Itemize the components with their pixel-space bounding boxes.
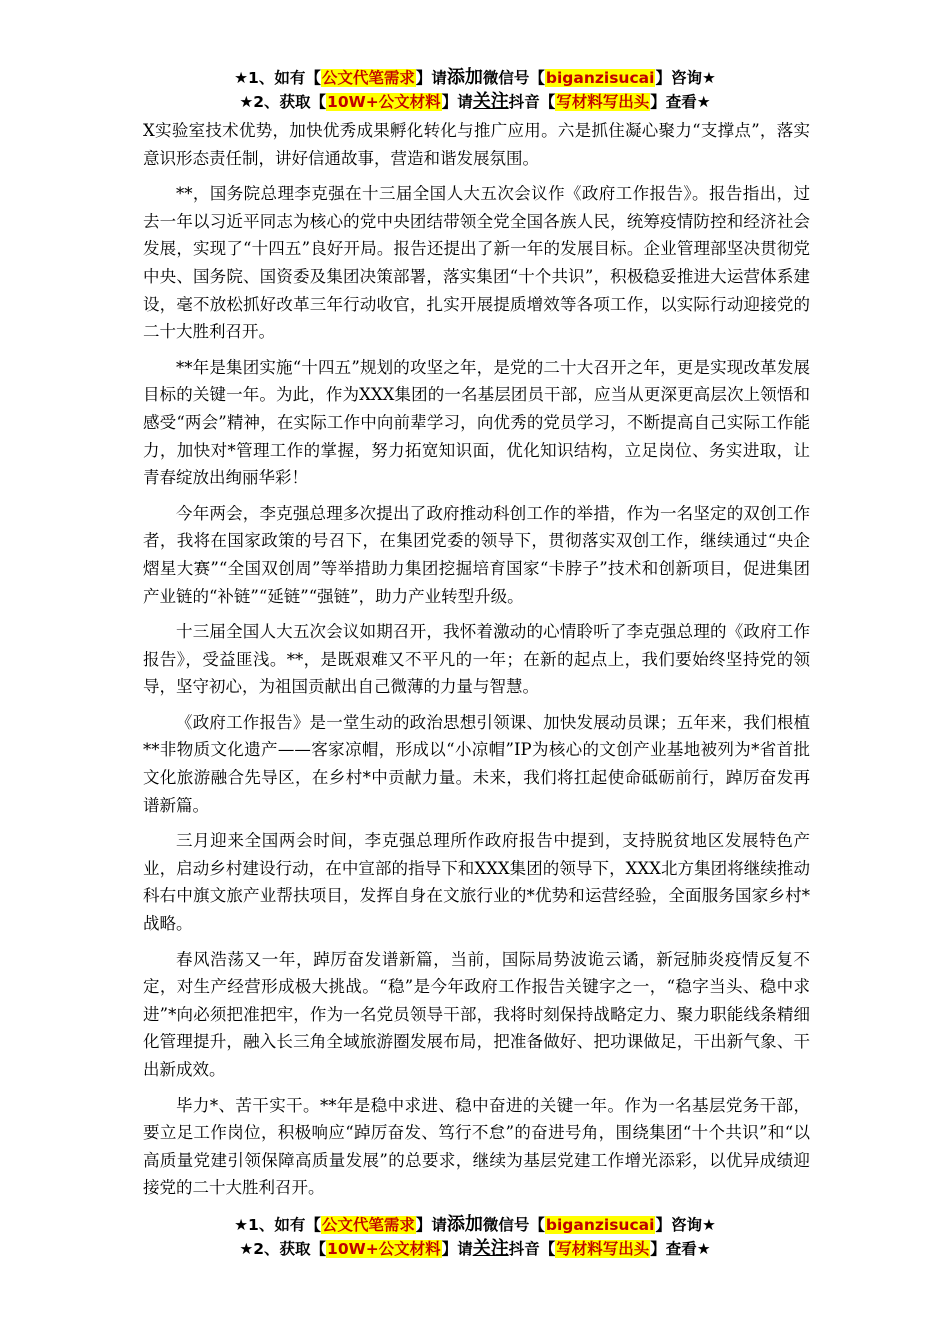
footer-banner <box>0 1213 950 1261</box>
footer-line1-mid: 】请 <box>415 1216 447 1234</box>
header-line2-emphasis: 关注 <box>472 91 509 112</box>
footer-line-1 <box>0 1213 950 1237</box>
header-highlight-ghostwriting: 公文代笔需求 <box>321 69 415 87</box>
header-line-2 <box>0 90 950 114</box>
body-paragraph: 春风浩荡又一年，踔厉奋发谱新篇，当前，国际局势波诡云谲，新冠肺炎疫情反复不定，对生产经营形成极大挑战。“稳”是今年政府工作报告关键字之一，“稳字当头、稳中求进”*向必须把准把牢，作为一名党员领导干部，我将时刻保持战略定力、聚力职能线条精细化管理提升，融入长三角全域旅游圈发展布局，把准备做好、把功课做足，干出新气象、干出新成效。 <box>143 949 810 1079</box>
body-paragraph: 三月迎来全国两会时间，李克强总理所作政府报告中提到，支持脱贫地区发展特色产业，启动乡村建设行动，在中宣部的指导下和XXX集团的领导下，XXX北方集团将继续推动科右中旗文旅产业帮扶项目，发挥自身在文旅行业的*优势和运营经验，全面服务国家乡村*战略。 <box>143 831 810 934</box>
body-paragraph: **年是集团实施“十四五”规划的攻坚之年，是党的二十大召开之年，更是实现改革发展目标的关键一年。为此，作为XXX集团的一名基层团员干部，应当从更深更高层次上领悟和感受“两会”精神，在实际工作中向前辈学习，向优秀的党员学习，不断提高自己实际工作能力，加快对*管理工作的掌握，努力拓宽知识面，优化知识结构，立足岗位、务实进取，让青春绽放出绚丽华彩！ <box>143 357 810 488</box>
header-line-1 <box>0 66 950 90</box>
header-line1-suffix: 】咨询★ <box>655 69 716 87</box>
header-line1-emphasis: 添加 <box>446 67 483 88</box>
body-paragraph: 毕力*、苦干实干。**年是稳中求进、稳中奋进的关键一年。作为一名基层党务干部，要立足工作岗位，积极响应“踔厉奋发、笃行不怠”的奋进号角，围绕集团“十个共识”和“以高质量党建引领保障高质量发展”的总要求，继续为基层党建工作增光添彩，以优异成绩迎接党的二十大胜利召开。 <box>143 1095 810 1198</box>
header-highlight-wechat-id: biganzisucai <box>545 69 655 87</box>
footer-highlight-ghostwriting: 公文代笔需求 <box>321 1216 415 1234</box>
body-paragraph: 十三届全国人大五次会议如期召开，我怀着激动的心情聆听了李克强总理的《政府工作报告》，受益匪浅。**，是既艰难又不平凡的一年；在新的起点上，我们要始终坚持党的领导，坚守初心，为祖国贡献出自己微薄的力量与智慧。 <box>143 622 810 697</box>
footer-line2-mid: 】请 <box>441 1240 473 1258</box>
header-line2-suffix: 】查看★ <box>650 93 711 111</box>
header-line1-mid: 】请 <box>415 69 447 87</box>
footer-line2-emphasis: 关注 <box>472 1238 509 1259</box>
body-paragraph: 《政府工作报告》是一堂生动的政治思想引领课、加快发展动员课；五年来，我们根植**非物质文化遗产——客家凉帽，形成以“小凉帽”IP为核心的文创产业基地被列为*省首批文化旅游融合先导区，在乡村*中贡献力量。未来，我们将扛起使命砥砺前行，踔厉奋发再谱新篇。 <box>143 712 810 815</box>
header-line1-prefix: ★1、如有【 <box>234 69 321 87</box>
footer-line-2 <box>0 1237 950 1261</box>
header-banner <box>0 66 950 114</box>
footer-highlight-douyin-account: 写材料写出头 <box>556 1240 650 1258</box>
footer-line1-wechat-label: 微信号【 <box>482 1216 545 1234</box>
header-highlight-materials: 10W+公文材料 <box>327 93 441 111</box>
footer-line2-prefix: ★2、获取【 <box>239 1240 327 1258</box>
body-paragraph: 今年两会，李克强总理多次提出了政府推动科创工作的举措，作为一名坚定的双创工作者，我将在国家政策的号召下，在集团党委的领导下，贯彻落实双创工作，继续通过“央企熠星大赛”“全国双创周”等举措助力集团挖掘培育国家“卡脖子”技术和创新项目，促进集团产业链的“补链”“延链”“强链”，助力产业转型升级。 <box>143 503 810 606</box>
footer-highlight-wechat-id: biganzisucai <box>545 1216 655 1234</box>
footer-line1-prefix: ★1、如有【 <box>234 1216 321 1234</box>
footer-line2-douyin-label: 抖音【 <box>508 1240 556 1258</box>
footer-line1-suffix: 】咨询★ <box>655 1216 716 1234</box>
header-highlight-douyin-account: 写材料写出头 <box>556 93 650 111</box>
header-line2-prefix: ★2、获取【 <box>239 93 327 111</box>
header-line2-mid: 】请 <box>441 93 473 111</box>
body-paragraph: **，国务院总理李克强在十三届全国人大五次会议作《政府工作报告》。报告指出，过去一年以习近平同志为核心的党中央团结带领全党全国各族人民，统筹疫情防控和经济社会发展，实现了“十四五”良好开局。报告还提出了新一年的发展目标。企业管理部坚决贯彻党中央、国务院、国资委及集团决策部署，落实集团“十个共识”，积极稳妥推进大运营体系建设，毫不放松抓好改革三年行动收官，扎实开展提质增效等各项工作，以实际行动迎接党的二十大胜利召开。 <box>143 184 810 342</box>
footer-line1-emphasis: 添加 <box>446 1214 483 1235</box>
footer-line2-suffix: 】查看★ <box>650 1240 711 1258</box>
document-body <box>143 117 810 1210</box>
body-paragraph: X实验室技术优势，加快优秀成果孵化转化与推广应用。六是抓住凝心聚力“支撑点”，落实意识形态责任制，讲好信通故事，营造和谐发展氛围。 <box>143 121 810 168</box>
header-line1-wechat-label: 微信号【 <box>482 69 545 87</box>
header-line2-douyin-label: 抖音【 <box>508 93 556 111</box>
footer-highlight-materials: 10W+公文材料 <box>327 1240 441 1258</box>
